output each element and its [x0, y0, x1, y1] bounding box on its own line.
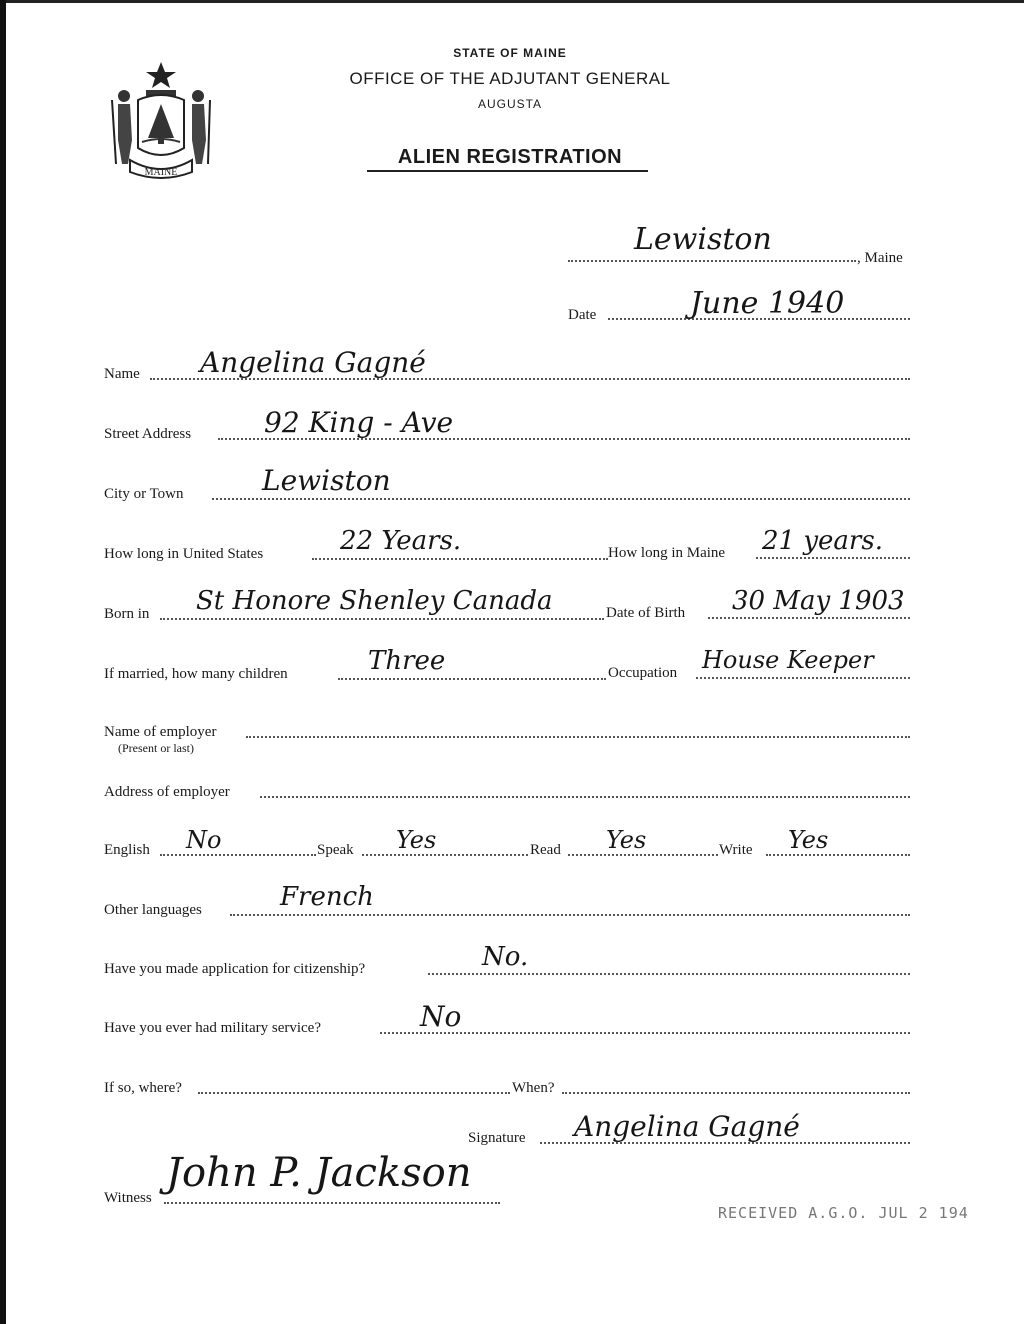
state-heading: STATE OF MAINE — [453, 46, 567, 60]
maine-label: , Maine — [857, 250, 903, 266]
employer-name-sublabel: (Present or last) — [118, 741, 194, 755]
how-long-maine-label: How long in Maine — [608, 545, 726, 561]
how-long-maine-line — [756, 557, 910, 559]
write-label: Write — [719, 842, 753, 858]
if-so-where-label: If so, where? — [104, 1080, 182, 1096]
street-address-value: 92 King - Ave — [264, 406, 454, 439]
citizenship-line — [428, 973, 910, 975]
witness-line — [164, 1202, 500, 1204]
city-or-town-line — [212, 498, 910, 500]
read-label: Read — [530, 842, 561, 858]
when-line — [562, 1092, 910, 1094]
born-in-label: Born in — [104, 606, 150, 622]
office-heading: OFFICE OF THE ADJUTANT GENERAL — [349, 69, 671, 88]
when-label: When? — [512, 1080, 555, 1096]
how-long-us-label: How long in United States — [104, 546, 264, 562]
occupation-value: House Keeper — [702, 646, 874, 674]
city-heading: AUGUSTA — [477, 97, 543, 111]
signature-value: Angelina Gagné — [574, 1110, 800, 1143]
employer-name-line — [246, 736, 910, 738]
form-title: ALIEN REGISTRATION — [397, 146, 623, 168]
born-in-value: St Honore Shenley Canada — [196, 586, 553, 616]
write-line — [766, 854, 910, 856]
town-value: Lewiston — [634, 222, 772, 257]
received-stamp: RECEIVED A.G.O. JUL 2 194 — [718, 1204, 969, 1222]
date-of-birth-label: Date of Birth — [606, 605, 686, 621]
date-value: June 1940 — [690, 286, 845, 321]
witness-value: John P. Jackson — [166, 1150, 472, 1196]
other-languages-label: Other languages — [104, 902, 202, 918]
employer-name-label: Name of employer — [104, 724, 217, 740]
english-value: No — [186, 826, 222, 854]
city-or-town-label: City or Town — [104, 486, 184, 502]
employer-address-label: Address of employer — [104, 784, 230, 800]
citizenship-label: Have you made application for citizenship? — [104, 961, 366, 977]
name-label: Name — [104, 366, 140, 382]
write-value: Yes — [788, 826, 829, 854]
children-value: Three — [368, 646, 446, 676]
other-languages-line — [230, 914, 910, 916]
seal-ribbon-text: MAINE — [144, 167, 178, 178]
english-line — [160, 854, 316, 856]
name-value: Angelina Gagné — [200, 346, 426, 379]
street-address-label: Street Address — [104, 426, 192, 442]
signature-label: Signature — [468, 1130, 526, 1146]
citizenship-value: No. — [482, 942, 529, 972]
town-line — [568, 260, 856, 262]
date-of-birth-value: 30 May 1903 — [732, 586, 905, 616]
born-in-line — [160, 618, 604, 620]
scan-left-edge — [0, 0, 6, 1324]
military-label: Have you ever had military service? — [104, 1020, 321, 1036]
speak-value: Yes — [396, 826, 437, 854]
english-label: English — [104, 842, 150, 858]
occupation-label: Occupation — [608, 665, 678, 681]
speak-line — [362, 854, 528, 856]
occupation-line — [696, 677, 910, 679]
witness-label: Witness — [104, 1190, 152, 1206]
date-of-birth-line — [708, 617, 910, 619]
how-long-us-value: 22 Years. — [340, 526, 462, 556]
employer-address-line — [260, 796, 910, 798]
military-value: No — [420, 1000, 462, 1033]
other-languages-value: French — [280, 882, 374, 912]
date-label: Date — [568, 307, 597, 323]
read-value: Yes — [606, 826, 647, 854]
children-label: If married, how many children — [104, 666, 288, 682]
title-underline — [367, 170, 648, 172]
scan-top-edge — [0, 0, 1024, 3]
read-line — [568, 854, 718, 856]
how-long-us-line — [312, 558, 608, 560]
speak-label: Speak — [317, 842, 354, 858]
how-long-maine-value: 21 years. — [762, 526, 883, 556]
children-line — [338, 678, 606, 680]
if-so-where-line — [198, 1092, 510, 1094]
city-or-town-value: Lewiston — [262, 464, 391, 497]
